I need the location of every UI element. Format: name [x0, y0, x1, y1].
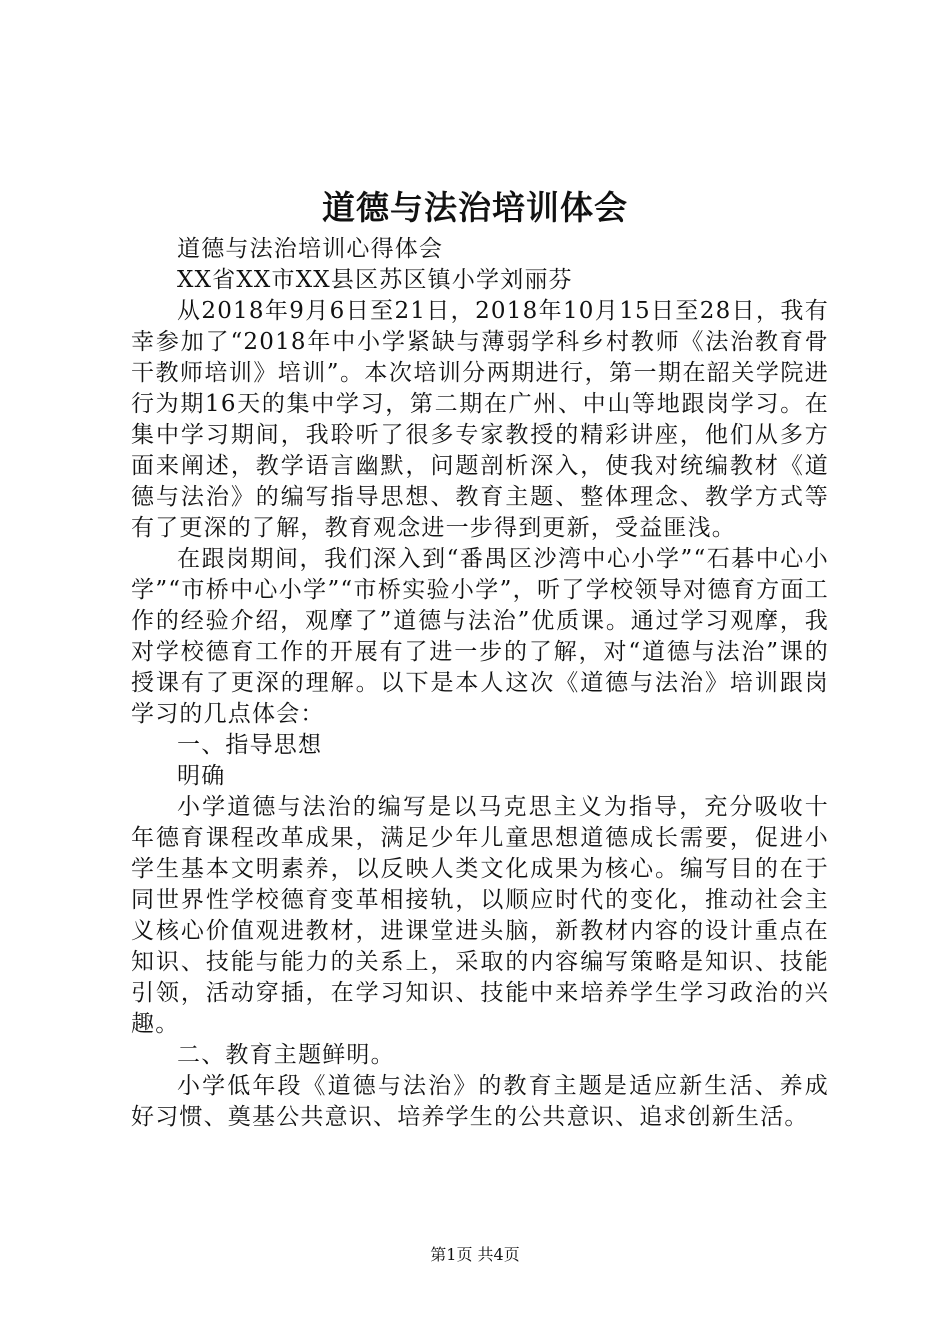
document-body: [131, 234, 829, 1133]
body-paragraph: 明确: [177, 763, 226, 789]
author-paragraph: XX省XX市XX县区苏区镇小学刘丽芬: [177, 267, 573, 293]
subtitle-paragraph: 道德与法治培训心得体会: [177, 236, 444, 262]
body-paragraph: 在跟岗期间，我们深入到“番禺区沙湾中心小学”“石碁中心小学”“市桥中心小学”“市桥实验小学”，听了学校领导对德育方面工作的经验介绍，观摩了”道德与法治”优质课。通过学习观摩，我对学校德育工作的开展有了进一步的了解，对“道德与法治”课的授课有了更深的理解。以下是本人这次《道德与法治》培训跟岗学习的几点体会：: [131, 546, 829, 727]
body-paragraph: 从2018年9月6日至21日，2018年10月15日至28日，我有幸参加了“2018年中小学紧缺与薄弱学科乡村教师《法治教育骨干教师培训》培训”。本次培训分两期进行，第一期在韶关学院进行为期16天的集中学习，第二期在广州、中山等地跟岗学习。在集中学习期间，我聆听了很多专家教授的精彩讲座，他们从多方面来阐述，教学语言幽默，问题剖析深入，使我对统编教材《道德与法治》的编写指导思想、教育主题、整体理念、教学方式等有了更深的了解，教育观念进一步得到更新，受益匪浅。: [131, 298, 829, 541]
section-heading: 二、教育主题鲜明。: [177, 1042, 395, 1068]
section-heading: 一、指导思想: [177, 732, 323, 758]
page-footer: 第1页 共4页: [430, 1245, 520, 1264]
body-paragraph: 小学道德与法治的编写是以马克思主义为指导，充分吸收十年德育课程改革成果，满足少年儿童思想道德成长需要，促进小学生基本文明素养，以反映人类文化成果为核心。编写目的在于同世界性学校德育变革相接轨，以顺应时代的变化，推动社会主义核心价值观进教材，进课堂进头脑，新教材内容的设计重点在知识、技能与能力的关系上，采取的内容编写策略是知识、技能引领，活动穿插，在学习知识、技能中来培养学生学习政治的兴趣。: [131, 794, 829, 1037]
document-title: 道德与法治培训体会: [322, 188, 628, 227]
body-paragraph: 小学低年段《道德与法治》的教育主题是适应新生活、养成好习惯、奠基公共意识、培养学生的公共意识、追求创新生活。: [131, 1073, 829, 1130]
